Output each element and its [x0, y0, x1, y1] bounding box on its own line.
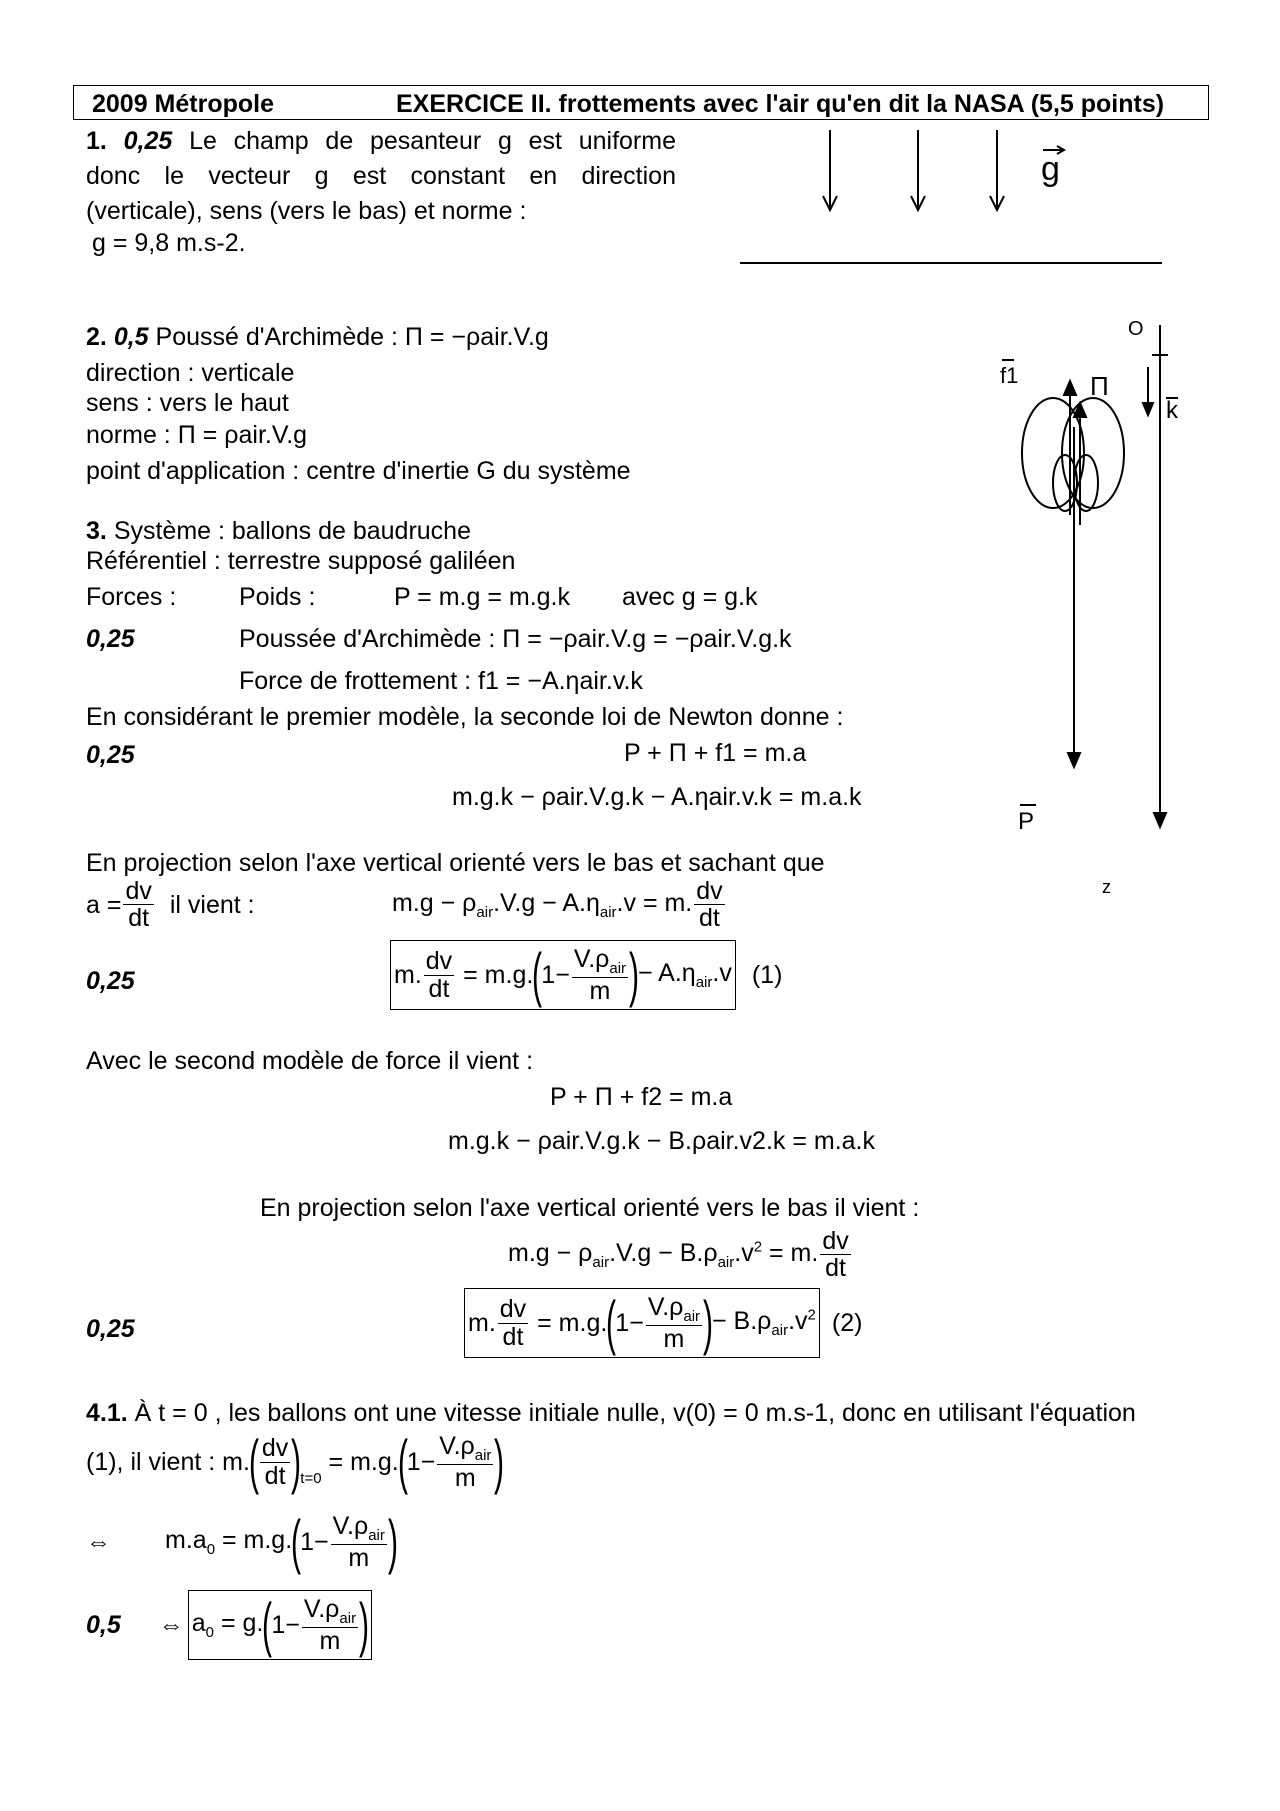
eq2-box: m. $\frac{dv}{dt}$ = m.g. ( 1− $\frac{V.\rho_{air}}{m}$ ) − $B.\rho_{air}.v^2$ [464, 1288, 820, 1358]
q3-poids-label: Poids : [239, 583, 316, 611]
q3-newton-eq1: P + Π + f1 = m.a [624, 739, 807, 767]
q3-il-vient: il vient : [169, 890, 255, 919]
q2-norme [86, 420, 307, 450]
f1-vector-head [1064, 381, 1076, 395]
q1-line1 [86, 126, 676, 156]
eq2-label: (2) [831, 1309, 863, 1337]
q3-projection2-text: En projection selon l'axe vertical orienté vers le bas il vient : [260, 1194, 920, 1222]
q1-text1: Le champ de pesanteur g est uniforme [189, 127, 676, 155]
eq1-box: m. $\frac{dv}{dt}$ = m.g. ( 1− $\frac{V.\rho_{air}}{m}$ ) − $A.\eta_{air}.v$ [390, 940, 736, 1010]
p-vector-head [1068, 753, 1080, 767]
q2-norme-label: norme : [86, 421, 171, 449]
q3-systeme-text: Système : ballons de baudruche [113, 517, 471, 545]
z-axis-head [1154, 813, 1166, 827]
q3-points-b: 0,25 [86, 741, 135, 769]
q3-archimede [239, 624, 792, 654]
q2-norme-formula: Π = ρair.V.g [177, 421, 308, 449]
q3-avec: avec g = g.k [622, 583, 758, 611]
q2-title: Poussé d'Archimède : [155, 323, 398, 351]
header-title: EXERCICE II. frottements avec l'air qu'en dit la NASA (5,5 points) [396, 90, 1165, 118]
q2-sens: sens : vers le haut [86, 389, 289, 417]
q3-proj2-eq: $m.g - \rho_{air}.V.g - B.\rho_{air}.v^2 = m$. $\frac{dv}{dt}$ [508, 1227, 849, 1283]
q3-frottement [239, 666, 643, 696]
q3-referentiel: Référentiel : terrestre supposé galiléen [86, 547, 516, 575]
header-year: 2009 Métropole [92, 90, 275, 118]
q3-systeme [86, 516, 471, 546]
eq1-label: (1) [751, 961, 783, 989]
q3-second-eq2: m.g.k − ρair.V.g.k − B.ρair.v2.k = m.a.k [448, 1127, 876, 1155]
q1-line2 [86, 161, 676, 191]
q3-points-a: 0,25 [86, 625, 135, 653]
q4-prefix: (1), il vient : [86, 1448, 216, 1476]
q3-a-def: a = $\frac{dv}{dt}$ il vient : [86, 877, 255, 933]
q3-a-frac: $\frac{dv}{dt}$ [125, 877, 152, 933]
q2-point: point d'application : centre d'inertie G du système [86, 457, 631, 485]
q3-frottement-label: Force de frottement : [239, 667, 472, 695]
gravity-field-figure [730, 128, 1180, 278]
q3-poids-formula: P = m.g = m.g.k [394, 583, 571, 611]
p-label: P [1018, 808, 1035, 835]
q3-points-c: 0,25 [86, 967, 135, 995]
pi-vector-head [1074, 403, 1086, 417]
f1-label: f1 [1000, 363, 1019, 388]
q3-frottement-formula: f1 = −A.ηair.v.k [478, 667, 643, 695]
q2-direction: direction : verticale [86, 359, 295, 387]
o-label: O [1128, 318, 1144, 340]
q3-archimede-label: Poussée d'Archimède : [239, 625, 496, 653]
q3-points-d: 0,25 [86, 1315, 135, 1343]
k-vector-head [1143, 403, 1153, 415]
q3-projection-text: En projection selon l'axe vertical orienté vers le bas et sachant que [86, 849, 825, 877]
q1-text3: (verticale), sens (vers le bas) et norme : [86, 197, 527, 225]
q3-newton-eq2: m.g.k − ρair.V.g.k − A.ηair.v.k = m.a.k [452, 783, 862, 811]
q4-equiv-2: ⇔ [158, 1611, 184, 1639]
q3-boxed-eq2 [464, 1288, 862, 1358]
q2-number: 2. [86, 323, 107, 351]
q1-number: 1. [86, 127, 107, 155]
exercise-header [73, 85, 1209, 120]
q4-points: 0,5 [86, 1611, 121, 1639]
q2-formula: Π = −ρair.V.g [404, 323, 549, 351]
q4-eq-a: (1), il vient : m. ( $\frac{dv}{dt}$ ) t=0 = m.g. ( 1− $\frac{V.\rho_{air}}{m}$ ) [86, 1428, 505, 1495]
q4-text1: À t = 0 , les ballons ont une vitesse initiale nulle, v(0) = 0 m.s-1, donc en utilisant l'équation [134, 1399, 1136, 1427]
q2-points: 0,5 [113, 323, 149, 351]
q3-proj-eq: $m.g - \rho_{air}.V.g - A.\eta_{air}.v = m$. $\frac{dv}{dt}$ [392, 877, 723, 933]
q4-eq-c [86, 1590, 372, 1660]
balloon-right [1062, 398, 1124, 508]
z-label: z [1102, 877, 1111, 897]
q1-text2: donc le vecteur g est constant en direction [86, 162, 676, 190]
q1-text4: g = 9,8 m.s-2. [92, 229, 246, 257]
q4-equiv-1: ⇔ [86, 1528, 111, 1556]
q3-number: 3. [86, 517, 107, 545]
q4-number: 4.1. [86, 1399, 128, 1427]
g-label: g [1041, 150, 1060, 188]
q3-boxed-eq1 [390, 940, 782, 1010]
q4-eq-b: ⇔ $m.a_0 = m.g$. ( 1− $\frac{V.\rho_{air}}{m}$ ) [86, 1508, 398, 1575]
pi-label: Π [1090, 371, 1109, 401]
q3-archimede-formula: Π = −ρair.V.g = −ρair.V.g.k [502, 625, 792, 653]
q3-forces-label: Forces : [86, 583, 177, 611]
q3-second-eq1: P + Π + f2 = m.a [550, 1083, 733, 1111]
q1-points: 0,25 [123, 127, 173, 155]
forces-diagram [990, 315, 1220, 915]
q3-second-text: Avec le second modèle de force il vient : [86, 1047, 534, 1075]
q3-newton-text: En considérant le premier modèle, la seconde loi de Newton donne : [86, 703, 844, 731]
q2-heading [86, 322, 549, 352]
a0-box: $a_0 = g$. ( 1− $\frac{V.\rho_{air}}{m}$ ) [188, 1590, 372, 1660]
q4-line1 [86, 1398, 1136, 1428]
k-label: k [1166, 397, 1178, 424]
